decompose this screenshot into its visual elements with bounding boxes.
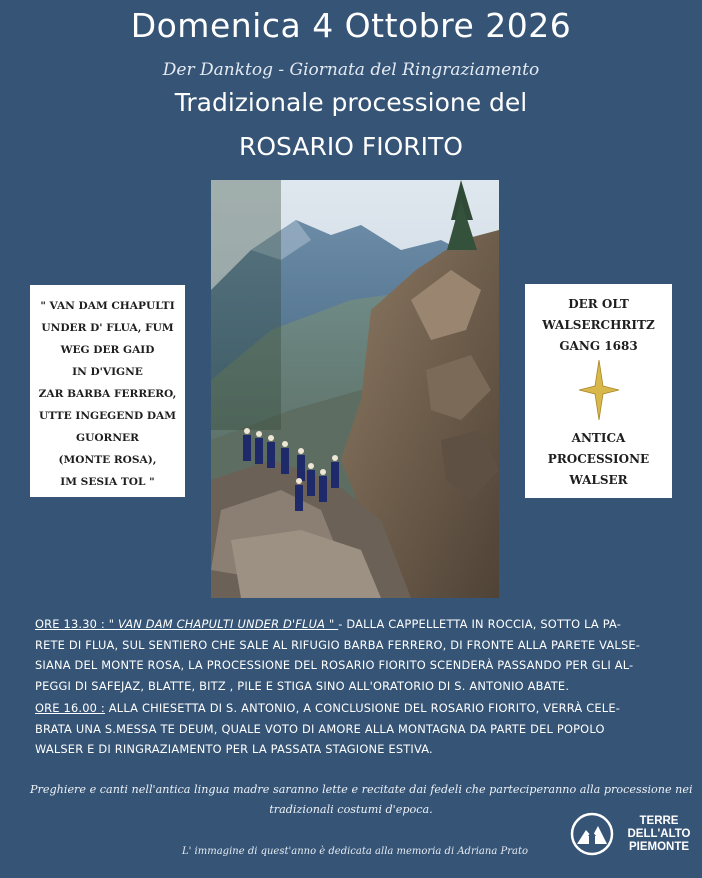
heading-line-2: ROSARIO FIORITO <box>239 132 463 161</box>
mountain-church-logo-icon <box>570 812 614 856</box>
left-card-line: (MONTE ROSA), <box>58 454 157 466</box>
program-text: ALLA CHIESETTA DI S. ANTONIO, A CONCLUSIONE DEL ROSARIO FIORITO, VERRÀ CELE- <box>104 701 621 715</box>
left-card-line: GUORNER <box>76 432 139 444</box>
left-card-line: IM SESIA TOL " <box>60 476 155 488</box>
program-paragraph-1 <box>35 614 672 696</box>
program-text: WALSER E DI RINGRAZIAMENTO PER LA PASSATA STAGIONE ESTIVA. <box>35 742 433 756</box>
program-text: PEGGI DI SAFEJAZ, BLATTE, BITZ , PILE E STIGA SINO ALL'ORATORIO DI S. ANTONIO ABATE. <box>35 678 570 693</box>
page-title: Domenica 4 Ottobre 2026 <box>130 6 572 45</box>
right-card-line: ANTICA <box>571 431 626 445</box>
left-card-line: UTTE INGEGEND DAM <box>39 410 176 422</box>
program-paragraph-2 <box>35 698 672 760</box>
right-card-line: DER OLT <box>568 297 629 311</box>
program-time-2: ORE 16.00 : <box>35 701 105 715</box>
left-card-line: IN D'VIGNE <box>72 366 143 378</box>
program-text: BRATA UNA S.MESSA TE DEUM, QUALE VOTO DI AMORE ALLA MONTAGNA DA PARTE DEL POPOLO <box>35 721 605 736</box>
right-card-line: GANG 1683 <box>559 339 638 353</box>
program-text: SIANA DEL MONTE ROSA, LA PROCESSIONE DEL ROSARIO FIORITO SCENDERÀ PASSANDO PER GLI AL- <box>35 658 634 672</box>
terre-alto-piemonte-logo <box>570 812 702 858</box>
right-card-line: WALSERCHRITZ <box>542 318 655 332</box>
logo-line: PIEMONTE <box>628 841 690 853</box>
right-info-card <box>525 284 672 498</box>
procession-photo <box>211 180 499 598</box>
closing-line: Preghiere e canti nell'antica lingua madre saranno lette e recitate dai fedeli che parteciperanno alla processione nei <box>30 783 693 796</box>
program-time-1: ORE 13.30 : <box>35 617 105 631</box>
program-title-1: " VAN DAM CHAPULTI UNDER D'FLUA " <box>104 617 339 631</box>
four-point-star-icon <box>579 360 619 420</box>
left-card-line: ZAR BARBA FERRERO, <box>38 388 177 400</box>
left-card-line: WEG DER GAID <box>60 344 155 356</box>
left-card-line: UNDER D' FLUA, FUM <box>41 322 174 334</box>
left-quote-card <box>30 285 185 497</box>
closing-line: tradizionali costumi d'epoca. <box>269 803 433 816</box>
program-text: RETE DI FLUA, SUL SENTIERO CHE SALE AL RIFUGIO BARBA FERRERO, DI FRONTE ALLA PARETE VALSE- <box>35 637 641 652</box>
heading-line-1: Tradizionale processione del <box>174 88 528 117</box>
page-subtitle: Der Danktog - Giornata del Ringraziamento <box>162 60 540 80</box>
program-text: - DALLA CAPPELLETTA IN ROCCIA, SOTTO LA PA- <box>338 617 622 631</box>
right-card-line: PROCESSIONE <box>547 452 650 466</box>
logo-line: DELL'ALTO <box>627 828 691 840</box>
right-card-line: WALSER <box>569 473 628 487</box>
dedication-note: L' immagine di quest'anno è dedicata alla memoria di Adriana Prato <box>181 846 528 857</box>
logo-line: TERRE <box>639 815 679 827</box>
left-card-line: " VAN DAM CHAPULTI <box>40 300 175 312</box>
